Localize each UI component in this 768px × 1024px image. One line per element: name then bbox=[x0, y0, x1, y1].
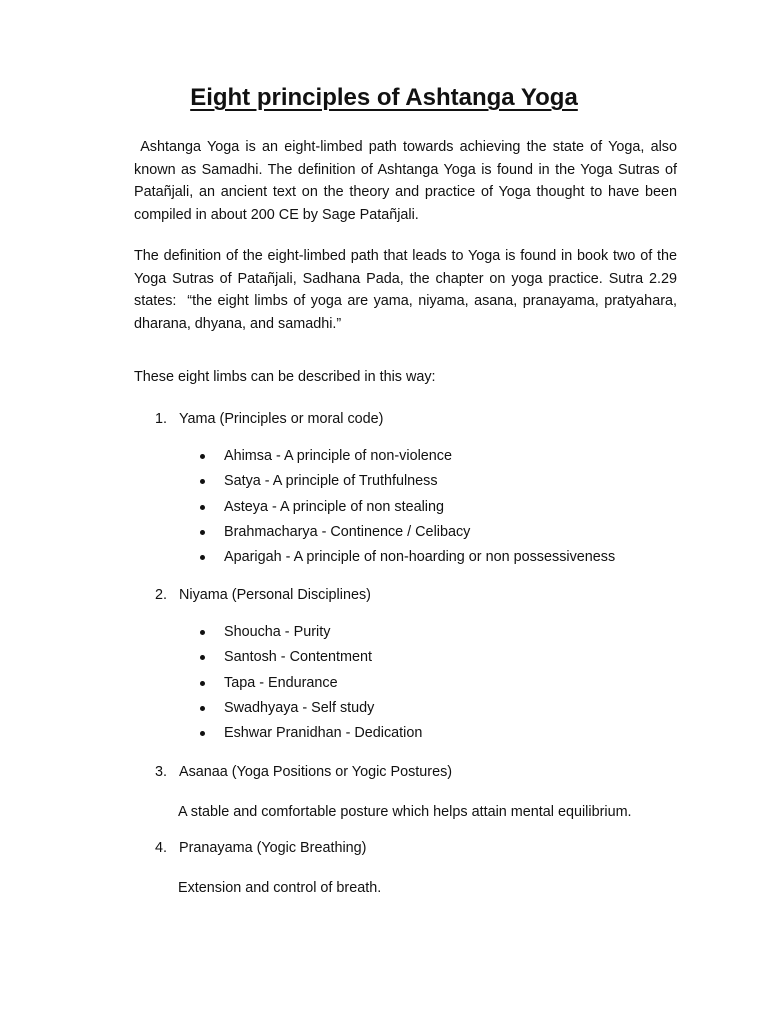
list-item bbox=[200, 673, 422, 698]
list-number: 2. bbox=[155, 587, 168, 603]
bullet-icon bbox=[200, 530, 205, 535]
list-item bbox=[200, 723, 422, 748]
list-item bbox=[200, 698, 422, 723]
list-item-text: Ahimsa - A principle of non-violence bbox=[224, 448, 452, 464]
limb-heading-text: Niyama (Personal Disciplines) bbox=[179, 587, 371, 603]
bullet-icon bbox=[200, 630, 205, 635]
bullet-icon bbox=[200, 681, 205, 686]
limb-heading-pranayama bbox=[155, 838, 366, 858]
pranayama-description: Extension and control of breath. bbox=[178, 880, 382, 896]
definition-paragraph: The definition of the eight-limbed path that leads to Yoga is found in book two of the Yoga Sutras of Patañjali, Sadhana Pada, the chapter on yoga practice. Sutra 2.29 states: “the eight limbs of yoga are yama, niyama, asana, pranayama, pratyahara, dharana, dhyana, and samadhi.” bbox=[134, 248, 681, 332]
list-item-text: Shoucha - Purity bbox=[224, 624, 331, 640]
limb-heading-text: Yama (Principles or moral code) bbox=[179, 411, 384, 427]
document-title: Eight principles of Ashtanga Yoga bbox=[190, 84, 578, 111]
list-item-text: Asteya - A principle of non stealing bbox=[224, 498, 444, 515]
list-item-text: Tapa - Endurance bbox=[224, 674, 338, 691]
list-number: 4. bbox=[155, 840, 168, 856]
bullet-icon bbox=[200, 706, 205, 711]
list-item bbox=[200, 522, 615, 547]
limbs-intro-paragraph: These eight limbs can be described in this way: bbox=[134, 369, 436, 385]
intro-paragraph: Ashtanga Yoga is an eight-limbed path towards achieving the state of Yoga, also known as Samadhi. The definition of Ashtanga Yoga is found in the Yoga Sutras of Patañjali, an ancient text on the theory and practice of Yoga thought to have been compiled in about 200 CE by Sage Patañjali. bbox=[134, 139, 681, 223]
bullet-icon bbox=[200, 505, 205, 510]
list-item-text: Brahmacharya - Continence / Celibacy bbox=[224, 523, 471, 540]
limb-heading-text: Pranayama (Yogic Breathing) bbox=[179, 840, 367, 856]
asana-description: A stable and comfortable posture which helps attain mental equilibrium. bbox=[178, 804, 632, 820]
bullet-icon bbox=[200, 655, 205, 660]
list-item-text: Swadhyaya - Self study bbox=[224, 699, 375, 716]
list-item-text: Santosh - Contentment bbox=[224, 649, 372, 666]
list-item-text: Aparigah - A principle of non-hoarding or non possessiveness bbox=[224, 549, 616, 566]
list-number: 1. bbox=[155, 411, 168, 427]
list-item bbox=[200, 446, 615, 471]
bullet-icon bbox=[200, 555, 205, 560]
limb-heading-yama bbox=[155, 409, 383, 429]
list-item bbox=[200, 622, 422, 647]
bullet-icon bbox=[200, 479, 205, 484]
limb-heading-text: Asanaa (Yoga Positions or Yogic Postures) bbox=[179, 764, 453, 780]
list-item bbox=[200, 497, 615, 522]
list-item bbox=[200, 471, 615, 496]
limb-heading-niyama bbox=[155, 585, 371, 605]
niyama-list bbox=[200, 622, 422, 748]
bullet-icon bbox=[200, 454, 205, 459]
list-item bbox=[200, 647, 422, 672]
limb-heading-asana bbox=[155, 762, 452, 782]
list-item-text: Eshwar Pranidhan - Dedication bbox=[224, 725, 423, 742]
yama-list bbox=[200, 446, 615, 572]
list-item bbox=[200, 547, 615, 572]
bullet-icon bbox=[200, 731, 205, 736]
list-number: 3. bbox=[155, 764, 168, 780]
list-item-text: Satya - A principle of Truthfulness bbox=[224, 473, 438, 490]
